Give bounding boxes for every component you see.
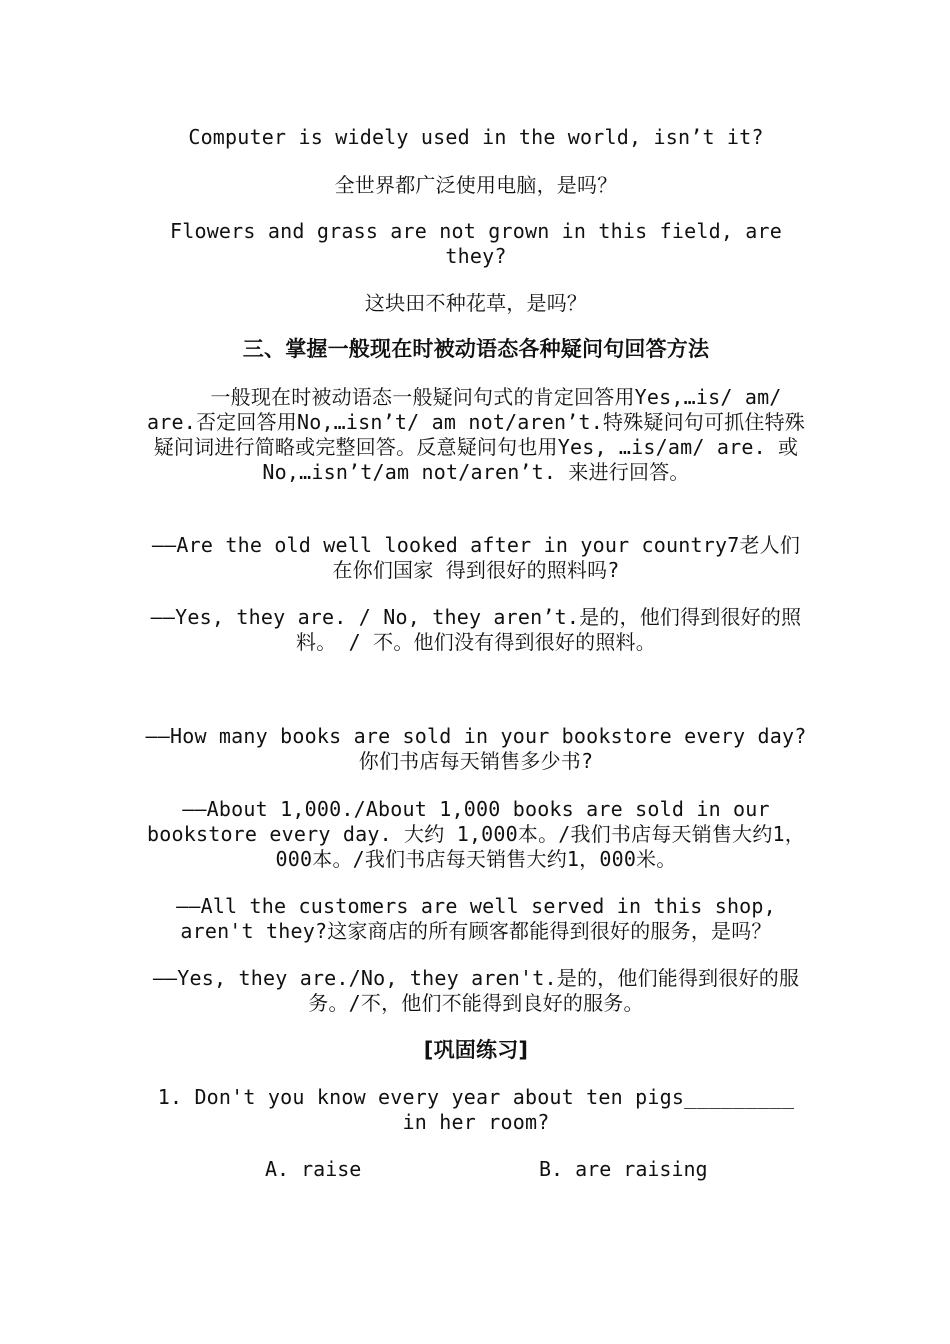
sentence-english-flowers: Flowers and grass are not grown in this field, are they?	[169, 219, 783, 268]
sentence-chinese-flowers: 这块田不种花草，是吗？	[364, 291, 588, 315]
example-question-customers: ——All the customers are well served in this shop, aren't they?这家商店的所有顾客都能得到很好的服务，是吗？	[176, 894, 776, 943]
exercise-question-1: 1. Don't you know every year about ten pigs_________ in her room?	[157, 1085, 795, 1134]
option-a: A. raise	[265, 1157, 362, 1181]
explanation-paragraph: 一般现在时被动语态一般疑问句式的肯定回答用Yes,…is/ am/ are.否定回答用No,…isn’t/ am not/aren’t.特殊疑问句可抓住特殊疑问词进行简略或完整回答。反意疑问句也用Yes, …is/am/ are. 或No,…isn’t/am not/aren’t. 来进行回答。	[147, 385, 805, 484]
sentence-chinese-computer: 全世界都广泛使用电脑，是吗？	[334, 173, 618, 197]
sentence-english-computer: Computer is widely used in the world, isn’t it?	[188, 125, 764, 149]
section-heading: 三、掌握一般现在时被动语态各种疑问句回答方法	[242, 337, 710, 361]
example-answer-old-people: ——Yes, they are. / No, they aren’t.是的，他们得到很好的照料。 / 不。他们没有得到很好的照料。	[150, 605, 802, 654]
example-question-old-people: ——Are the old well looked after in your country7老人们在你们国家 得到很好的照料吗?	[151, 533, 801, 582]
example-question-books: ——How many books are sold in your bookstore every day? 你们书店每天销售多少书?	[145, 724, 807, 773]
option-b: B. are raising	[539, 1157, 708, 1181]
example-answer-books: ——About 1,000./About 1,000 books are sold in our bookstore every day. 大约 1,000本。/我们书店每天销售大约1，000本。/我们书店每天销售大约1，000米。	[147, 797, 805, 871]
example-answer-customers: ——Yes, they are./No, they aren't.是的，他们能得到很好的服务。/不，他们不能得到良好的服务。	[152, 966, 800, 1015]
exercise-heading: [巩固练习]	[423, 1038, 529, 1062]
